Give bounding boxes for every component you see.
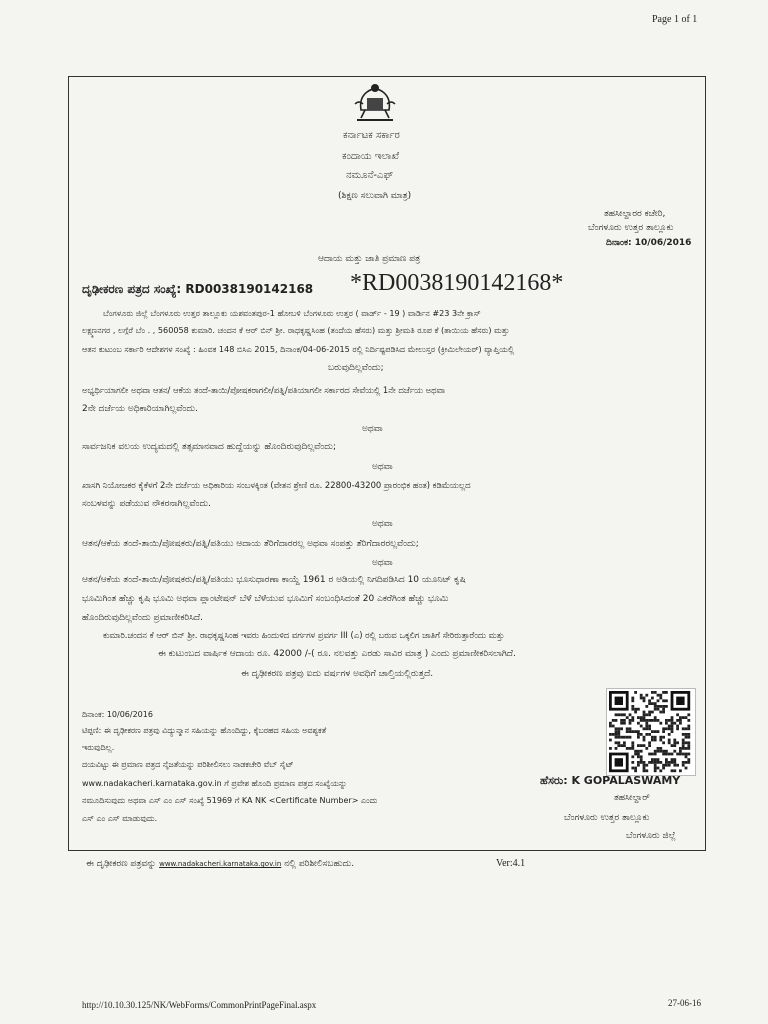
form-purpose: (ಶಿಕ್ಷಣ ಸಲುವಾಗಿ ಮಾತ್ರ): [338, 191, 412, 201]
note-line-1: ಟಿಪ್ಪಣಿ: ಈ ದೃಢೀಕರಣ ಪತ್ರವು ವಿದ್ಯುನ್ಮಾನ ಸಹಿಯನ್ನು ಹೊಂದಿದ್ದು, ಕೈಬರಹದ ಸಹಿಯ ಅವಶ್ಯಕತೆ: [82, 726, 327, 735]
certificate-barcode-number: *RD0038190142168*: [350, 270, 564, 296]
final-statement-line-2: ಈ ಕುಟುಂಬದ ವಾರ್ಷಿಕ ಆದಾಯ ರೂ. 42000 /-( ರೂ. ನಲವತ್ತು ಎರಡು ಸಾವಿರ ಮಾತ್ರ ) ಎಂದು ಪ್ರಮಾಣೀಕರಿಸಲಾಗಿದೆ.: [158, 649, 516, 659]
form-name: ನಮೂನೆ-ಎಫ್: [346, 170, 394, 181]
clause-5-line-2: ಭೂಮಿಗಿಂತ ಹೆಚ್ಚು ಕೃಷಿ ಭೂಮಿ ಅಥವಾ ಪ್ಲಾಂಟೇಷನ್ ಬೆಳೆ ಬೆಳೆಯುವ ಭೂಮಿಗೆ ಸಂಬಂಧಿಸಿದಂತೆ 20 ಎಕರೆಗಿಂತ ಹೆಚ್ಚು ಭೂಮಿ: [82, 594, 449, 604]
or-separator-3: ಅಥವಾ: [372, 519, 393, 529]
clause-1-line-1: ಅಭ್ಯರ್ಥಿಯಾಗಲೀ ಅಥವಾ ಆತನ/ ಆಕೆಯ ತಂದೆ-ತಾಯಿ/ಪೋಷಕರಾಗಲೀ/ಪತ್ನಿ/ಪತಿಯಾಗಲೀ ಸರ್ಕಾರದ ಸೇವೆಯಲ್ಲಿ 1ನೇ ದರ್ಜೆಯ ಅಥವಾ: [82, 385, 445, 395]
version-label: Ver:4.1: [496, 858, 526, 869]
note-line-3: ದಯವಿಟ್ಟು ಈ ಪ್ರಮಾಣ ಪತ್ರದ ನೈಜತೆಯನ್ನು ಪರಿಶೀಲಿಸಲು ನಾಡಕಚೇರಿ ವೆಬ್ ಸೈಟ್: [82, 760, 294, 769]
note-line-2: ಇರುವುದಿಲ್ಲ.: [82, 743, 115, 752]
or-separator-1: ಅಥವಾ: [362, 424, 383, 434]
certificate-number: ದೃಢೀಕರಣ ಪತ್ರದ ಸಂಖ್ಯೆ: RD0038190142168: [82, 282, 314, 296]
note-date: ದಿನಾಂಕ: 10/06/2016: [82, 710, 153, 719]
verify-line: [86, 858, 354, 870]
print-date: 27-06-16: [668, 998, 701, 1008]
signatory-district: ಬೆಂಗಳೂರು ಜಿಲ್ಲೆ: [626, 831, 676, 841]
clause-5-line-1: ಆತನ/ಆಕೆಯ ತಂದೆ-ತಾಯಿ/ಪೋಷಕರು/ಪತ್ನಿ/ಪತಿಯು ಭೂಸುಧಾರಣಾ ಕಾಯ್ದೆ 1961 ರ ಅಡಿಯಲ್ಲಿ ನಿಗದಿಪಡಿಸಿದ 10 ಯೂನಿಟ್ ಕೃಷಿ: [82, 575, 466, 585]
page-url: http://10.10.30.125/NK/WebForms/CommonPrintPageFinal.aspx: [82, 1000, 317, 1010]
body-line-2: ಲಕ್ಷ್ಮಣನಗರ , ಲಗ್ಗೆರೆ ಬೆಂ . , 560058 ಕುಮಾರಿ. ಚಂದನ ಕೆ ಆರ್ ಬಿನ್ ಶ್ರೀ. ರಾಧಕೃಷ್ಣಸಿಂಹ (ತಂದೆಯ ಹೆಸರು) ಮತ್ತು ಶ್ರೀಮತಿ ರೂಪ ಕೆ (ತಾಯಿಯ ಹೆಸರು) ಮತ್ತು: [82, 325, 510, 335]
issue-date: ದಿನಾಂಕ: 10/06/2016: [606, 238, 692, 248]
clause-4: ಆತನ/ಆಕೆಯ ತಂದೆ-ತಾಯಿ/ಪೋಷಕರು/ಪತ್ನಿ/ಪತಿಯು ಆದಾಯ ತೆರಿಗೆದಾರರಲ್ಲ ಅಥವಾ ಸಂಪತ್ತು ತೆರಿಗೆದಾರರಲ್ಲವೆಂದು;: [82, 539, 419, 549]
page-count: Page 1 of 1: [652, 14, 698, 25]
qr-code: [606, 688, 696, 776]
or-separator-2: ಅಥವಾ: [372, 462, 393, 472]
clause-2: ಸಾರ್ವಜನಿಕ ವಲಯ ಉದ್ಯಮದಲ್ಲಿ ತತ್ಸಮಾನವಾದ ಹುದ್ದೆಯನ್ನು ಹೊಂದಿರುವುದಿಲ್ಲವೆಂದು;: [82, 442, 336, 452]
or-separator-4: ಅಥವಾ: [372, 558, 393, 568]
department-name: ಕಂದಾಯ ಇಲಾಖೆ: [342, 151, 399, 162]
signatory-taluk: ಬೆಂಗಳೂರು ಉತ್ತರ ತಾಲ್ಲೂಕು: [564, 813, 650, 823]
final-statement-line-3: ಈ ದೃಢೀಕರಣ ಪತ್ರವು ಐದು ವರ್ಷಗಳ ಅವಧಿಗೆ ಚಾಲ್ತಿಯಲ್ಲಿರುತ್ತದೆ.: [241, 669, 434, 679]
note-line-5: ನಮೂದಿಸುವುದು ಅಥವಾ ಎಸ್ ಎಂ ಎಸ್ ಸಂಖ್ಯೆ 51969 ಗೆ KA NK <Certificate Number> ಎಂದು: [82, 796, 378, 805]
certificate-title: ಆದಾಯ ಮತ್ತು ಜಾತಿ ಪ್ರಮಾಣ ಪತ್ರ: [318, 254, 421, 264]
clause-1-line-2: 2ನೇ ದರ್ಜೆಯ ಅಧಿಕಾರಿಯಾಗಿಲ್ಲವೆಂದು.: [82, 404, 198, 414]
verify-suffix: ನಲ್ಲಿ ಪರಿಶೀಲಿಸಬಹುದು.: [284, 859, 355, 869]
clause-3-line-1: ಖಾಸಗಿ ನಿಯೋಜಕರ ಕೈಕೆಳಗೆ 2ನೇ ದರ್ಜೆಯ ಅಧಿಕಾರಿಯ ಸಂಬಳಕ್ಕಿಂತ (ವೇತನ ಶ್ರೇಣಿ ರೂ. 22800-43200 ಪ್ರಾರಂಭಿಕ ಹಂತ) ಕಡಿಮೆಯಲ್ಲದ: [82, 480, 471, 490]
final-statement-line-1: ಕುಮಾರಿ.ಚಂದನ ಕೆ ಆರ್ ಬಿನ್ ಶ್ರೀ. ರಾಧಕೃಷ್ಣಸಿಂಹ ಇವರು ಹಿಂದುಳಿದ ವರ್ಗಗಳ ಪ್ರವರ್ಗ III (ಎ) ರಲ್ಲಿ ಬರುವ ಒಕ್ಕಲಿಗ ಜಾತಿಗೆ ಸೇರಿರುತ್ತಾರೆಂದು ಮತ್ತು: [103, 630, 505, 640]
karnataka-emblem-icon: [351, 80, 399, 124]
clause-5-line-3: ಹೊಂದಿರುವುದಿಲ್ಲವೆಂದು ಪ್ರಮಾಣೀಕರಿಸಿದೆ.: [82, 613, 203, 623]
verify-url-link[interactable]: www.nadakacheri.karnataka.gov.in: [159, 860, 282, 868]
gov-name: ಕರ್ನಾಟಕ ಸರ್ಕಾರ: [343, 130, 400, 141]
body-line-1: ಬೆಂಗಳೂರು ಜಿಲ್ಲೆ ಬೆಂಗಳೂರು ಉತ್ತರ ತಾಲ್ಲೂಕು ಯಶವಂತಪುರ-1 ಹೋಬಳಿ ಬೆಂಗಳೂರು ಉತ್ತರ ( ವಾರ್ಡ್ - 19 ) ವಾರ್ಡಿನ #23 3ನೇ ಕ್ರಾಸ್: [103, 308, 481, 318]
body-line-4: ಬರುವುದಿಲ್ಲವೆಂದು;: [328, 363, 384, 373]
office-taluk: ಬೆಂಗಳೂರು ಉತ್ತರ ತಾಲ್ಲೂಕು: [588, 223, 674, 233]
signatory-name: ಹೆಸರು: K GOPALASWAMY: [540, 774, 681, 787]
office-name: ತಹಸೀಲ್ದಾರರ ಕಚೇರಿ,: [604, 209, 666, 219]
signatory-designation: ತಹಸೀಲ್ದಾರ್: [614, 793, 650, 803]
note-line-6: ಎಸ್ ಎಂ ಎಸ್ ಮಾಡುವುದು.: [82, 814, 158, 823]
clause-3-line-2: ಸಂಬಳವನ್ನು ಪಡೆಯುವ ನೌಕರನಾಗಿಲ್ಲವೆಂದು.: [82, 499, 212, 509]
body-line-3: ಆತನ ಕುಟುಂಬ ಸರ್ಕಾರಿ ಆದೇಶಗಳ ಸಂಖ್ಯೆ : ಹಿಂವಕ 148 ಬಿಸಿಎ 2015, ದಿನಾಂಕ/04-06-2015 ರಲ್ಲಿ ನಿರ್ದಿಷ್ಟಪಡಿಸಿದ ಮೇಲುಸ್ತರ (ಕ್ರೀಮಿಲೇಯರ್) ವ್ಯಾಪ್ತಿಯಲ್ಲಿ: [82, 344, 515, 354]
verify-prefix: ಈ ದೃಢೀಕರಣ ಪತ್ರವನ್ನು: [86, 859, 157, 869]
note-line-4: www.nadakacheri.karnataka.gov.in ಗೆ ಪ್ರವೇಶ ಹೊಂದಿ ಪ್ರಮಾಣ ಪತ್ರದ ಸಂಖ್ಯೆಯನ್ನು: [82, 779, 347, 788]
